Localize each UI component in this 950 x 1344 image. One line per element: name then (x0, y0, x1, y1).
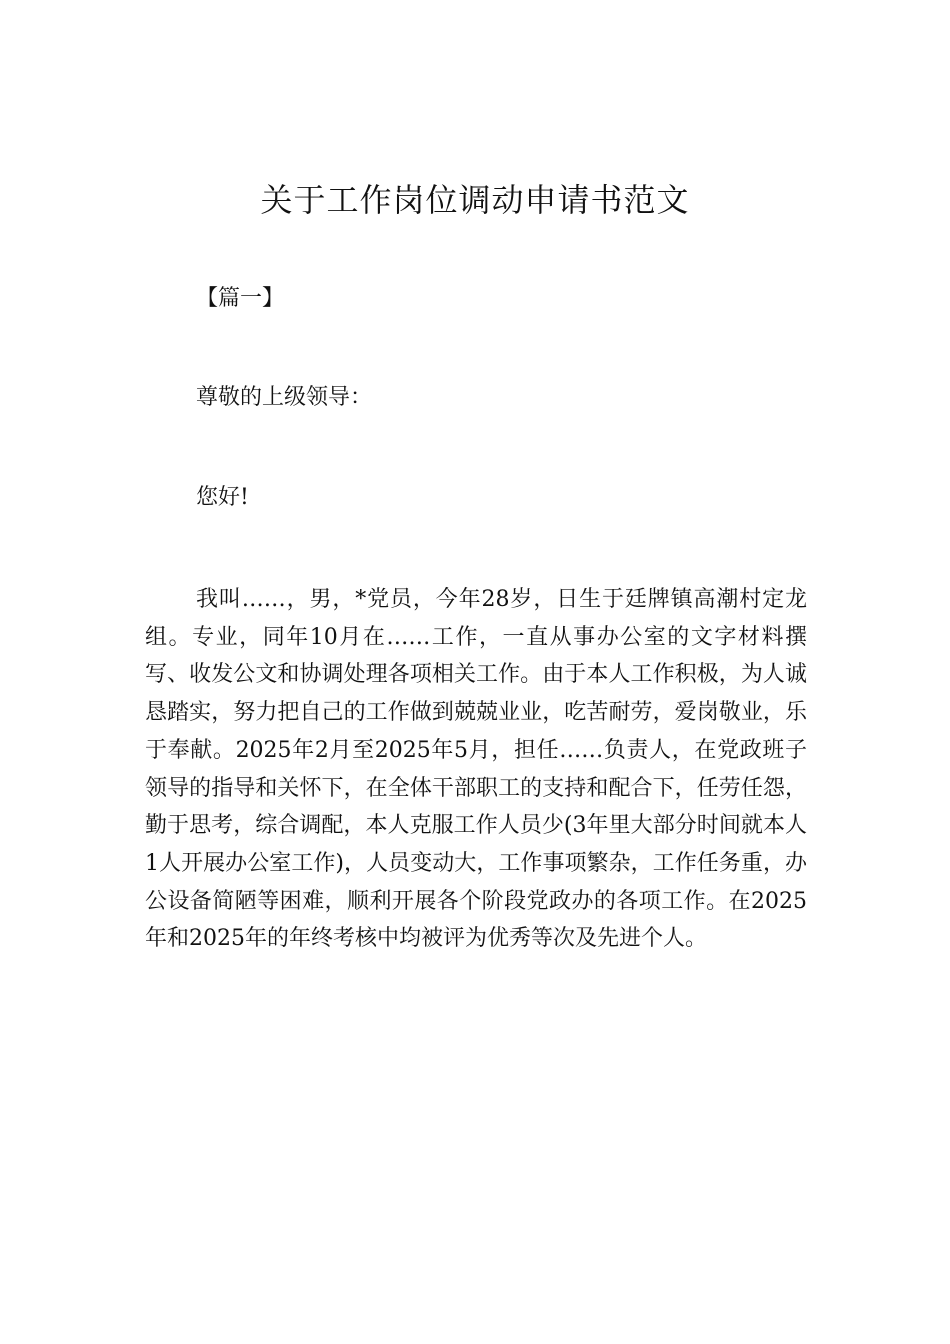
document-title: 关于工作岗位调动申请书范文 (260, 181, 690, 219)
salutation-line: 尊敬的上级领导： (196, 385, 373, 410)
section-label: 【篇一】 (196, 286, 285, 311)
greeting-line: 您好! (196, 485, 249, 510)
body-paragraph: 我叫……，男，*党员，今年28岁，日生于廷牌镇高潮村定龙组。专业，同年10月在……工作，一直从事办公室的文字材料撰写、收发公文和协调处理各项相关工作。由于本人工作积极，为人诚恳踏实，努力把自己的工作做到兢兢业业，吃苦耐劳，爱岗敬业，乐于奉献。2025年2月至2025年5月，担任……负责人，在党政班子领导的指导和关怀下，在全体干部职工的支持和配合下，任劳任怨，勤于思考，综合调配，本人克服工作人员少(3年里大部分时间就本人1人开展办公室工作)，人员变动大，工作事项繁杂，工作任务重，办公设备简陋等困难，顺利开展各个阶段党政办的各项工作。在2025年和2025年的年终考核中均被评为优秀等次及先进个人。 (145, 587, 807, 952)
